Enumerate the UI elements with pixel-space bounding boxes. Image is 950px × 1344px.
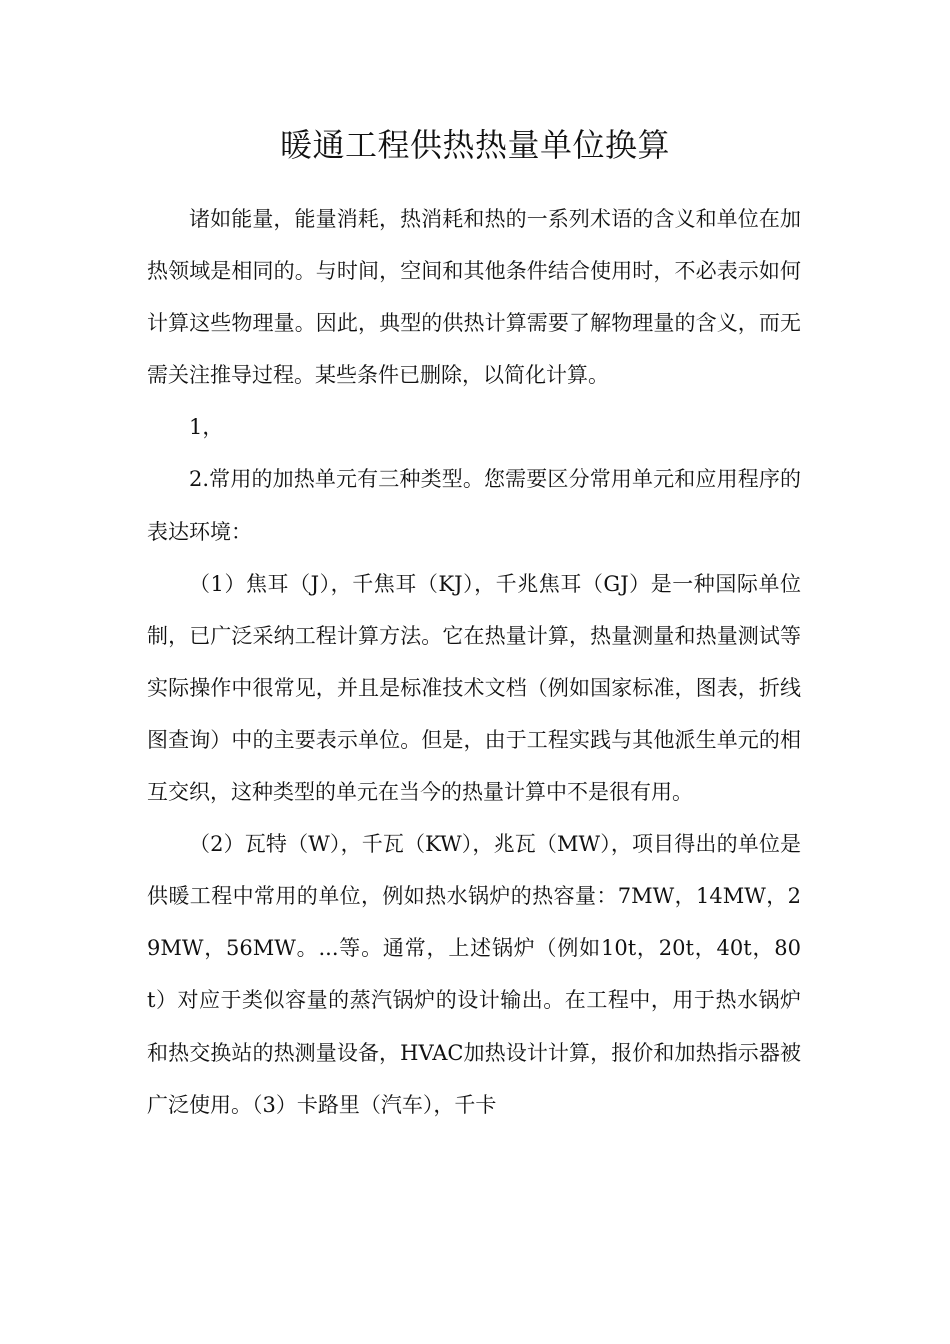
paragraph-intro: 诸如能量，能量消耗，热消耗和热的一系列术语的含义和单位在加热领域是相同的。与时间，空间和其他条件结合使用时，不必表示如何计算这些物理量。因此，典型的供热计算需要了解物理量的含义，而无需关注推导过程。某些条件已删除，以简化计算。: [147, 207, 801, 388]
document-title: 暖通工程供热热量单位换算: [279, 126, 670, 164]
paragraph-item-2: 2.常用的加热单元有三种类型。您需要区分常用单元和应用程序的表达环境：: [147, 467, 801, 544]
paragraph-joule-units: （1）焦耳（J），千焦耳（KJ），千兆焦耳（GJ）是一种国际单位制，已广泛采纳工程计算方法。它在热量计算，热量测量和热量测试等实际操作中很常见，并且是标准技术文档（例如国家标准，图表，折线图查询）中的主要表示单位。但是，由于工程实践与其他派生单元的相互交织，这种类型的单元在当今的热量计算中不是很有用。: [147, 571, 801, 805]
paragraph-item-1: 1，: [189, 415, 224, 440]
paragraph-watt-units: （2）瓦特（W），千瓦（KW），兆瓦（MW），项目得出的单位是供暖工程中常用的单位，例如热水锅炉的热容量：7MW，14MW，29MW，56MW。...等。通常，上述锅炉（例如10t，20t，40t，80t）对应于类似容量的蒸汽锅炉的设计输出。在工程中，用于热水锅炉和热交换站的热测量设备，HVAC加热设计计算，报价和加热指示器被广泛使用。（3）卡路里（汽车），千卡: [147, 832, 801, 1117]
document-body: [147, 193, 801, 1131]
